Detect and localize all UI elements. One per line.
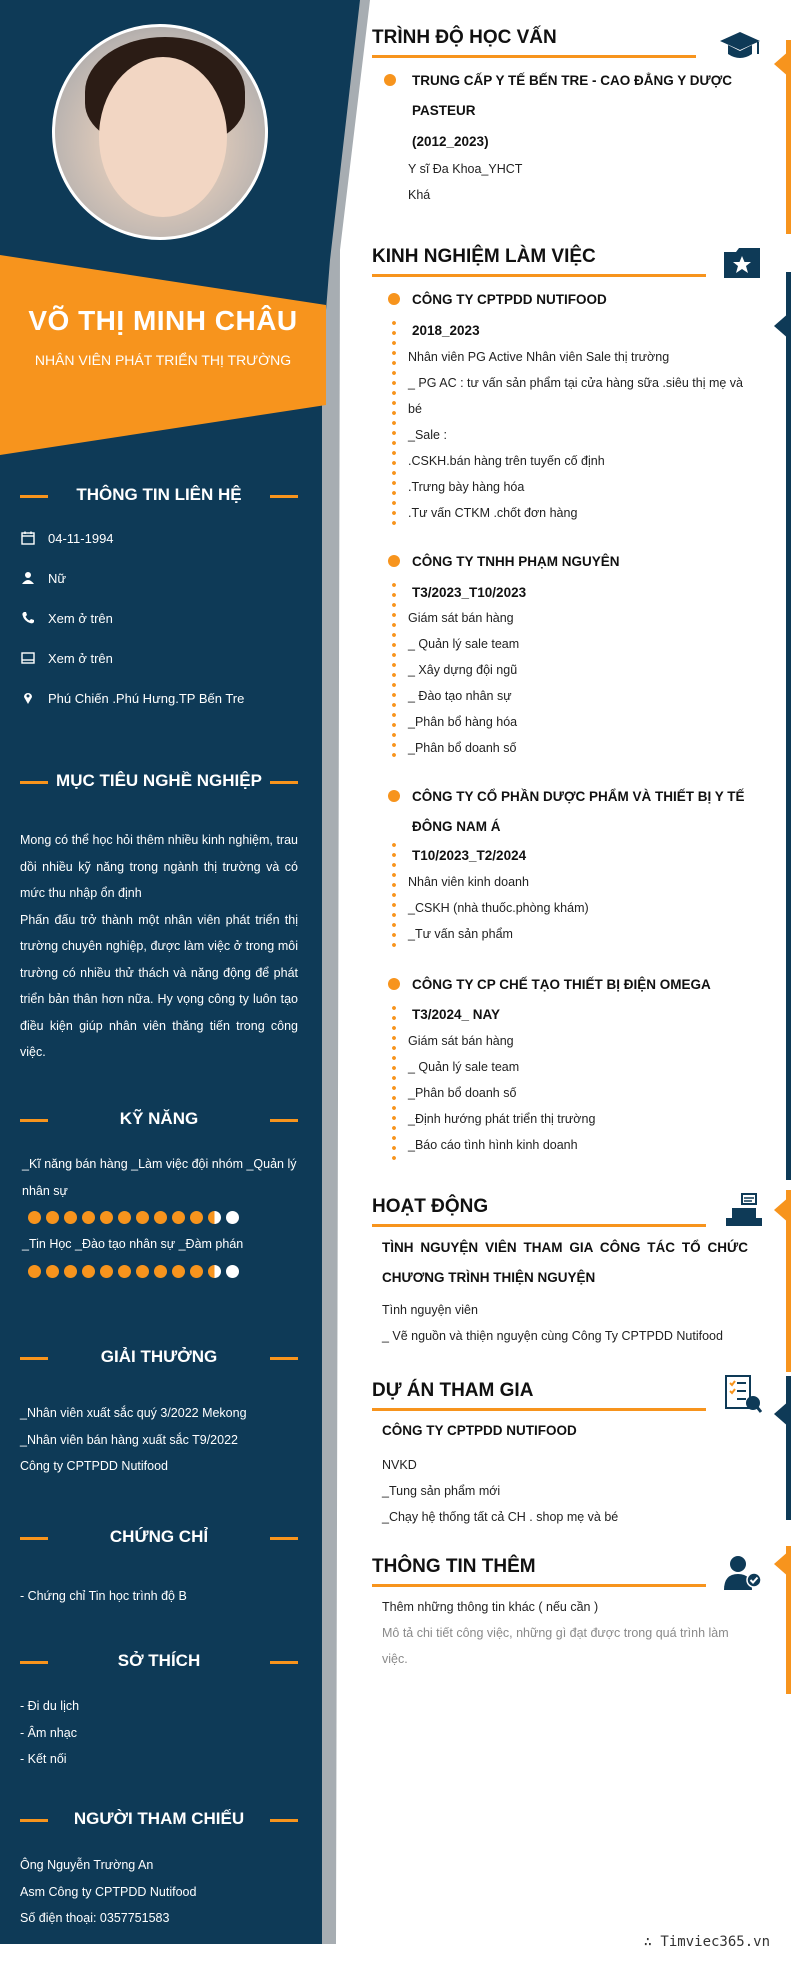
job-2-line: _Phân bổ doanh số xyxy=(408,741,517,755)
job-3-period: T10/2023_T2/2024 xyxy=(412,848,527,863)
activities-side-arrow xyxy=(774,1196,790,1224)
skill-dot xyxy=(136,1265,149,1278)
contact-birthday xyxy=(20,526,114,550)
job-2-line: _ Đào tạo nhân sự xyxy=(408,689,512,703)
projects-side-bar xyxy=(786,1376,791,1520)
education-underline xyxy=(372,55,696,58)
job-3-company: CÔNG TY CỔ PHẦN DƯỢC PHẨM VÀ THIẾT BỊ Y TẾ ĐÔNG NAM Á xyxy=(412,789,745,834)
brand-logo: ∴ Timviec365.vn xyxy=(643,1934,770,1950)
user-icon xyxy=(20,570,36,586)
skill-dot xyxy=(208,1265,221,1278)
skill-dot xyxy=(100,1211,113,1224)
skill-dot xyxy=(190,1265,203,1278)
job-3-line: _CSKH (nhà thuốc.phòng khám) xyxy=(408,901,589,915)
location-pin-icon xyxy=(20,690,36,706)
skill-dot xyxy=(154,1265,167,1278)
contact-phone xyxy=(20,606,113,630)
hobby-line: - Âm nhạc xyxy=(20,1725,77,1740)
job-4-details xyxy=(408,1028,760,1158)
skill-2-label: _Tin Học _Đào tạo nhân sự _Đàm phán xyxy=(22,1237,244,1251)
awards-list xyxy=(20,1400,298,1480)
project-line: _Tung sản phẩm mới xyxy=(382,1484,501,1498)
job-4-line: Giám sát bán hàng xyxy=(408,1034,514,1048)
activities-underline xyxy=(372,1224,706,1227)
job-1-line: _Sale : xyxy=(408,428,447,442)
education-side-arrow xyxy=(774,50,790,78)
more-underline xyxy=(372,1584,706,1587)
job-2-bullet xyxy=(388,555,400,567)
job-2-timeline xyxy=(392,580,396,758)
skill-dot xyxy=(154,1211,167,1224)
hobby-line: - Kết nối xyxy=(20,1752,67,1766)
job-1-company: CÔNG TY CPTPDD NUTIFOOD xyxy=(412,292,607,307)
job-1-line: .Trưng bày hàng hóa xyxy=(408,480,525,494)
projects-underline xyxy=(372,1408,706,1411)
awards-title: GIẢI THƯỞNG xyxy=(20,1342,298,1372)
address-value: Phú Chiến .Phú Hưng.TP Bến Tre xyxy=(48,690,245,706)
job-1-line: .Tư vấn CTKM .chốt đơn hàng xyxy=(408,506,578,520)
skill-dot xyxy=(82,1265,95,1278)
job-2-line: _ Quản lý sale team xyxy=(408,637,520,651)
hobbies-list xyxy=(20,1693,298,1773)
skill-dot xyxy=(226,1265,239,1278)
experience-underline xyxy=(372,274,706,277)
objective-paragraph-2: Phấn đấu trở thành một nhân viên phát triển thị trường chuyên nghiệp, được làm việc ở trong môi trường có nhiều thử thách và năng động để phát triển bản thân hơn nữa. Hy vọng công ty luôn tạo điều kiện giúp nhân viên thăng tiến trong công việc. xyxy=(20,912,298,1059)
experience-title: KINH NGHIỆM LÀM VIỆC xyxy=(372,246,596,267)
skill-1-label: _Kĩ năng bán hàng _Làm việc đội nhóm _Quản lý nhân sự xyxy=(22,1157,297,1198)
reference-line: Ông Nguyễn Trường An xyxy=(20,1858,154,1872)
project-line: _Chạy hệ thống tất cả CH . shop mẹ và bé xyxy=(382,1510,619,1524)
more-title: THÔNG TIN THÊM xyxy=(372,1556,536,1577)
education-details xyxy=(408,156,760,208)
user-check-icon xyxy=(722,1554,762,1597)
skill-dot xyxy=(136,1211,149,1224)
avatar xyxy=(52,24,268,240)
project-line: NVKD xyxy=(382,1458,417,1472)
education-major: Y sĩ Đa Khoa_YHCT xyxy=(408,162,523,176)
job-2-period: T3/2023_T10/2023 xyxy=(412,585,527,600)
education-grade: Khá xyxy=(408,188,431,202)
activities-title: HOẠT ĐỘNG xyxy=(372,1196,489,1217)
objective-paragraph-1: Mong có thể học hỏi thêm nhiều kinh nghiệm, trau dồi nhiều kỹ năng trong ngành thị trường và có mức thu nhập ổn định xyxy=(20,833,298,900)
experience-side-arrow xyxy=(774,312,790,340)
reference-line: Asm Công ty CPTPDD Nutifood xyxy=(20,1884,197,1899)
skill-dot xyxy=(28,1211,41,1224)
award-line: Công ty CPTPDD Nutifood xyxy=(20,1459,168,1473)
education-bullet xyxy=(384,74,396,86)
education-period: (2012_2023) xyxy=(412,134,489,149)
skill-dot xyxy=(208,1211,221,1224)
job-1-timeline xyxy=(392,318,396,530)
more-side-arrow xyxy=(774,1550,790,1578)
avatar-face xyxy=(99,57,227,217)
folder-star-icon xyxy=(722,246,762,285)
job-4-bullet xyxy=(388,978,400,990)
job-1-line: Nhân viên PG Active Nhân viên Sale thị trường xyxy=(408,350,670,364)
job-4-line: _Định hướng phát triển thị trường xyxy=(408,1112,596,1126)
education-title: TRÌNH ĐỘ HỌC VẤN xyxy=(372,27,557,48)
more-line-2: Mô tả chi tiết công việc, những gì đạt được trong quá trình làm việc. xyxy=(382,1626,729,1666)
projects-heading: CÔNG TY CPTPDD NUTIFOOD xyxy=(382,1423,577,1438)
job-3-timeline xyxy=(392,840,396,950)
skill-2-rating xyxy=(28,1265,239,1278)
education-school: TRUNG CẤP Y TẾ BẾN TRE - CAO ĐẲNG Y DƯỢC PASTEUR xyxy=(412,73,733,118)
skill-dot xyxy=(46,1211,59,1224)
job-4-period: T3/2024_ NAY xyxy=(412,1007,501,1022)
job-4-line: _Phân bổ doanh số xyxy=(408,1086,517,1100)
skill-dot xyxy=(190,1211,203,1224)
skill-dot xyxy=(172,1265,185,1278)
certificates-list xyxy=(20,1583,298,1610)
references-title: NGƯỜI THAM CHIẾU xyxy=(20,1804,298,1834)
objective-text xyxy=(20,827,298,1066)
award-line: _Nhân viên bán hàng xuất sắc T9/2022 xyxy=(20,1432,238,1447)
references-list xyxy=(20,1852,298,1932)
job-4-line: _ Quản lý sale team xyxy=(408,1060,520,1074)
skills-title: KỸ NĂNG xyxy=(20,1104,298,1134)
job-2-line: _ Xây dựng đội ngũ xyxy=(408,663,518,677)
checklist-icon xyxy=(722,1374,762,1419)
job-1-details xyxy=(408,344,760,526)
job-2-line: Giám sát bán hàng xyxy=(408,611,514,625)
activities-details xyxy=(382,1297,752,1349)
email-value: Xem ở trên xyxy=(48,650,113,666)
email-icon xyxy=(20,650,36,666)
activities-line: _ Vẽ nguồn và thiện nguyện cùng Công Ty CPTPDD Nutifood xyxy=(382,1329,723,1343)
profile-role: NHÂN VIÊN PHÁT TRIỂN THỊ TRƯỜNG xyxy=(34,352,292,368)
job-3-details xyxy=(408,869,760,947)
activities-heading: TÌNH NGUYỆN VIÊN THAM GIA CÔNG TÁC TỔ CHỨC CHƯƠNG TRÌNH THIỆN NGUYỆN xyxy=(382,1240,748,1285)
skill-dot xyxy=(46,1265,59,1278)
skill-dot xyxy=(226,1211,239,1224)
contact-email xyxy=(20,646,113,670)
contact-address xyxy=(20,686,244,710)
job-3-bullet xyxy=(388,790,400,802)
activities-line: Tình nguyện viên xyxy=(382,1303,478,1317)
experience-side-bar xyxy=(786,272,791,1180)
job-1-line: _ PG AC : tư vấn sản phẩm tại cửa hàng sữa .siêu thị mẹ và bé xyxy=(408,376,743,416)
projects-title: DỰ ÁN THAM GIA xyxy=(372,1380,534,1401)
birthday-value: 04-11-1994 xyxy=(48,530,114,546)
job-4-timeline xyxy=(392,1003,396,1161)
hobby-line: - Đi du lịch xyxy=(20,1699,80,1713)
job-2-company: CÔNG TY TNHH PHẠM NGUYÊN xyxy=(412,554,620,569)
job-4-company: CÔNG TY CP CHẾ TẠO THIẾT BỊ ĐIỆN OMEGA xyxy=(412,977,711,992)
job-3-line: _Tư vấn sản phẩm xyxy=(408,927,513,941)
skill-dot xyxy=(28,1265,41,1278)
phone-icon xyxy=(20,610,36,626)
reference-line: Số điện thoại: 0357751583 xyxy=(20,1911,170,1925)
job-2-line: _Phân bổ hàng hóa xyxy=(408,715,518,729)
gender-value: Nữ xyxy=(48,570,67,586)
job-1-line: .CSKH.bán hàng trên tuyến cố định xyxy=(408,454,605,468)
certificate-line: - Chứng chỉ Tin học trình độ B xyxy=(20,1589,187,1603)
skill-dot xyxy=(64,1265,77,1278)
projects-side-arrow xyxy=(774,1400,790,1428)
job-1-period: 2018_2023 xyxy=(412,323,480,338)
job-3-line: Nhân viên kinh doanh xyxy=(408,875,529,889)
certificates-title: CHỨNG CHỈ xyxy=(20,1522,298,1552)
job-2-details xyxy=(408,605,760,761)
skill-dot xyxy=(172,1211,185,1224)
skill-dot xyxy=(118,1211,131,1224)
award-line: _Nhân viên xuất sắc quý 3/2022 Mekong xyxy=(20,1406,247,1420)
more-line-1: Thêm những thông tin khác ( nếu cần ) xyxy=(382,1600,599,1614)
job-1-bullet xyxy=(388,293,400,305)
calendar-icon xyxy=(20,530,36,546)
contact-title: THÔNG TIN LIÊN HỆ xyxy=(20,480,298,510)
skill-1-rating xyxy=(28,1211,239,1224)
objective-title: MỤC TIÊU NGHỀ NGHIỆP xyxy=(20,766,298,796)
contact-gender xyxy=(20,566,66,590)
hobbies-title: SỞ THÍCH xyxy=(20,1646,298,1676)
skill-dot xyxy=(100,1265,113,1278)
graduation-cap-icon xyxy=(718,30,762,69)
skill-dot xyxy=(64,1211,77,1224)
podium-icon xyxy=(724,1190,764,1233)
skill-dot xyxy=(82,1211,95,1224)
projects-details xyxy=(382,1452,752,1530)
skill-dot xyxy=(118,1265,131,1278)
profile-name: VÕ THỊ MINH CHÂU xyxy=(28,305,298,336)
job-4-line: _Báo cáo tình hình kinh doanh xyxy=(408,1138,578,1152)
phone-value: Xem ở trên xyxy=(48,610,113,626)
